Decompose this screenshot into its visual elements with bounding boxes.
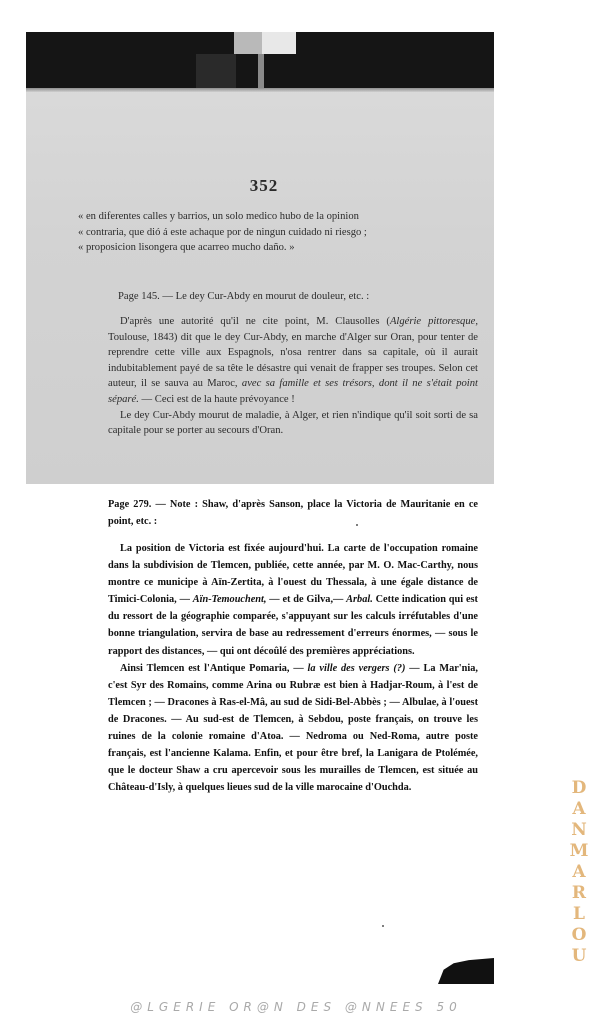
scan-corner-shadow: [438, 958, 494, 984]
text-run: Cette indication qui est du ressort de la géographie comparée, s'appuyant sur les calculs irréfutables d'une bonne triangulation, servira de base au redressement d'erreurs énormes, — sous le rapport des distances, — qui ont décoûlé des premières appréciations.: [108, 594, 478, 657]
italic-run: Aïn-Temouchent,: [192, 594, 267, 606]
watermark-letter: U: [571, 946, 587, 966]
scan-body: [108, 314, 478, 439]
quote-line: « en diferentes calles y barrios, un solo medico hubo de la opinion: [78, 211, 359, 222]
speck: [356, 524, 358, 526]
scan-artifact: [258, 54, 264, 88]
text-run: D'après une autorité qu'il ne cite point, M. Clausolles (: [120, 316, 390, 327]
main-heading: Page 279. — Note : Shaw, d'après Sanson, place la Victoria de Mauritanie en ce point, etc. :: [108, 499, 478, 528]
scan-artifact: [234, 32, 262, 54]
scan-heading: Page 145. — Le dey Cur-Abdy en mourut de douleur, etc. :: [118, 291, 370, 302]
scan-dark-band: [26, 32, 494, 88]
text-run: — et de Gilva,—: [266, 594, 347, 606]
watermark-letter: O: [571, 925, 587, 945]
italic-run: avec sa famille et ses trésors, dont il ne s'était point séparé.: [108, 378, 478, 405]
quote-line: « proposicion lisongera que acarreo mucho daño. »: [78, 242, 295, 254]
watermark-letter: R: [571, 883, 587, 903]
text-run: — Ceci est de la haute prévoyance !: [138, 393, 295, 405]
scan-page-edge: [26, 88, 494, 92]
spanish-quote: [78, 209, 478, 256]
watermark-letter: L: [573, 904, 585, 924]
footer-caption: @LGERIE OR@N DES @NNEES 50: [130, 1000, 462, 1014]
watermark-letter: A: [572, 862, 586, 882]
speck: [382, 925, 384, 927]
italic-run: Arbal.: [346, 594, 373, 606]
italic-run: la ville des vergers (?): [307, 662, 406, 674]
main-paragraph: [108, 540, 478, 660]
watermark-letter: M: [569, 841, 589, 861]
watermark: [566, 778, 592, 988]
scan-artifact: [196, 54, 236, 88]
scan-paragraph: Le dey Cur-Abdy mourut de maladie, à Alger, et rien n'indique qu'il soit sorti de sa capitale pour se porter au secours d'Oran.: [108, 409, 478, 437]
scan-paragraph: [108, 314, 478, 408]
page-number: 352: [249, 176, 279, 195]
watermark-letter: A: [572, 799, 586, 819]
watermark-letter: D: [571, 778, 587, 798]
quote-line: « contraria, que dió á este achaque por de ningun cuidado ni riesgo ;: [78, 226, 367, 238]
watermark-letter: N: [571, 820, 587, 840]
book-title: Algérie pittoresque,: [389, 316, 478, 327]
text-run: — La Mar'nia, c'est Syr des Romains, comme Arina ou Rubræ est bien à Hadjar-Roum, à l'est de Tlemcen ; — Dracones à Ras-el-Mâ, au sud de Sidi-Bel-Abbès ; — Albulae, à l'ouest de Dracones. — Au sud-est de Tlemcen, à Sebdou, poste français, on trouve les ruines de la colonie romaine d'Atoa. — Nedroma ou Ned-Roma, autre poste français, est l'ancienne Kalama. Enfin, et pour être bref, la Lanigara de Ptolémée, que le docteur Shaw a cru apercevoir sous les murailles de Tlemcen, est située au Château-d'Isly, à quelques lieues sud de la ville marocaine d'Ouchda.: [108, 662, 478, 794]
main-body: [108, 540, 478, 796]
text-run: Ainsi Tlemcen est l'Antique Pomaria, —: [120, 662, 308, 674]
text-run: La position de Victoria est fixée aujourd'hui. La carte de l'occupation romaine dans la subdivision de Tlemcen, publiée, cette année, par M. O. Mac-Carthy, nous montre ce municipe à Aïn-Zertita, à l'ouest du Thessala, à une égale distance de Timici-Colonia, —: [108, 543, 478, 606]
text-run: Toulouse, 1843) dit que le dey Cur-Abdy, en marche d'Alger sur Oran, pour tenter de reprendre cette ville aux Espagnols, n'osa rentrer dans sa capitale, où il aurait indubitablement payé de sa tête le désastre qui venait de frapper ses troupes. Selon cet auteur, il se sauva au Maroc,: [108, 331, 478, 390]
main-paragraph: [108, 660, 478, 797]
scan-artifact: [262, 32, 296, 54]
